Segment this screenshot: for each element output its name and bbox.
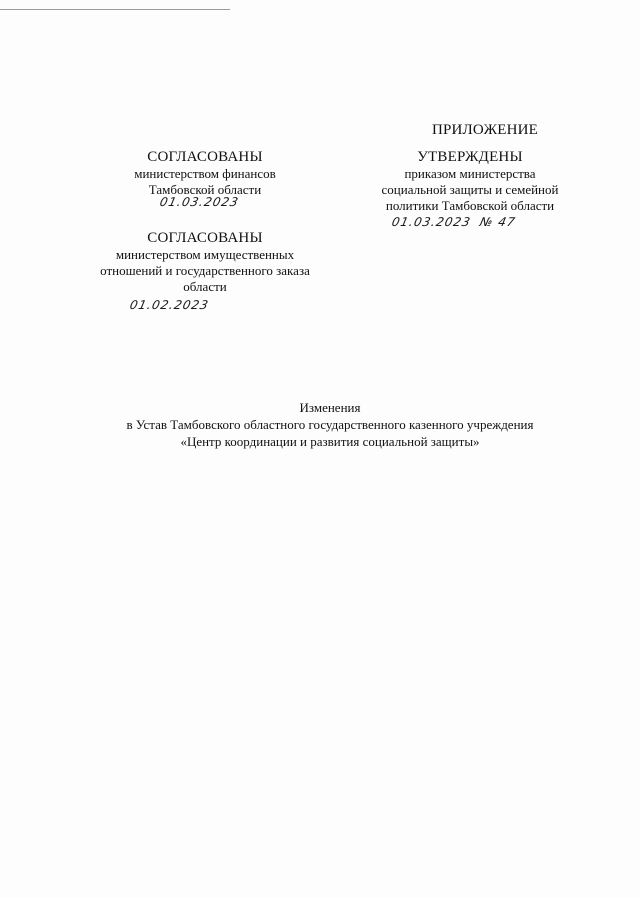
document-title-line-2: в Устав Тамбовского областного государственного казенного учреждения — [126, 417, 534, 432]
document-title-line-3: «Центр координации и развития социальной защиты» — [180, 434, 480, 449]
approval-finance-line-1: министерством финансов — [134, 166, 276, 181]
document-title — [60, 399, 600, 450]
approval-property-heading: СОГЛАСОВАНЫ — [147, 230, 263, 246]
approved-block — [350, 148, 590, 214]
approval-property-block — [80, 229, 330, 295]
approved-handwritten-number: № 47 — [478, 215, 518, 229]
approval-property-line-1: министерством имущественных — [115, 247, 295, 262]
appendix-label-block — [400, 121, 570, 139]
approved-line-1: приказом министерства — [404, 166, 536, 181]
approved-handwritten-date: 01.03.2023 — [390, 215, 473, 229]
approval-finance-line-2: Тамбовской области — [148, 182, 262, 197]
approval-property-line-2: отношений и государственного заказа — [100, 263, 310, 278]
approved-heading: УТВЕРЖДЕНЫ — [417, 149, 523, 165]
scan-edge-line — [0, 9, 230, 10]
document-title-line-1: Изменения — [299, 400, 361, 415]
approved-line-3: политики Тамбовской области — [385, 198, 555, 213]
approval-property-line-3: области — [183, 279, 227, 294]
approval-finance-handwritten-date: 01.03.2023 — [158, 195, 241, 209]
approval-finance-block — [90, 148, 320, 198]
approval-finance-heading: СОГЛАСОВАНЫ — [147, 149, 263, 165]
approval-property-handwritten-date: 01.02.2023 — [128, 298, 211, 312]
appendix-label: ПРИЛОЖЕНИЕ — [431, 122, 539, 138]
approved-line-2: социальной защиты и семейной — [381, 182, 559, 197]
